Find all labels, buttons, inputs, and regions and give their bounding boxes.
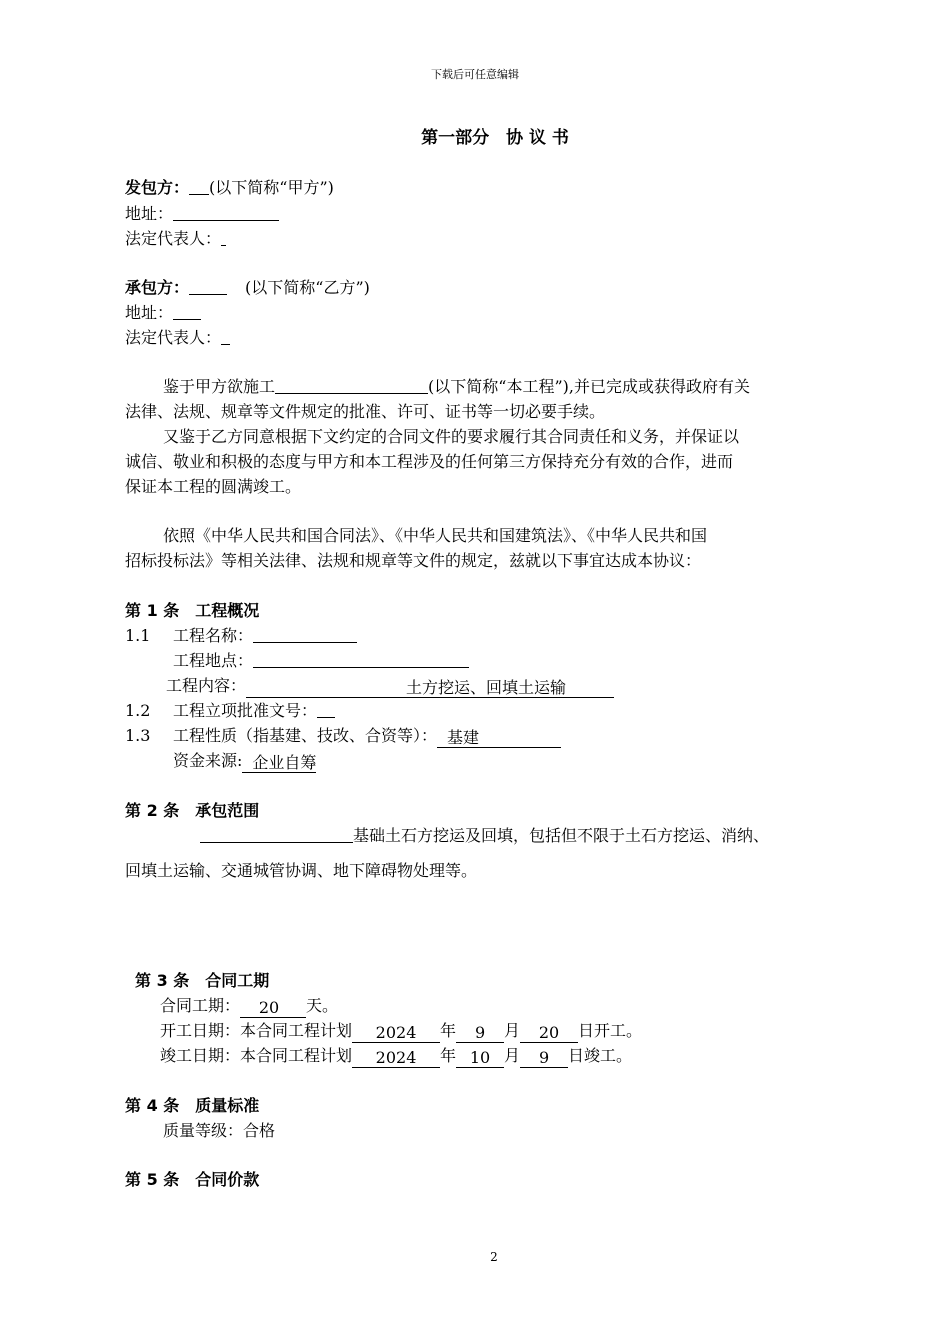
start-month: 9 [474,1023,486,1042]
nature-value: 基建 [447,728,480,747]
preamble-p3-line2: 招标投标法》等相关法律、法规和规章等文件的规定，兹就以下事宜达成本协议： [125,551,702,570]
party-a-rep [125,229,226,248]
party-a-address-label: 地址： [125,204,174,223]
project-name-field [253,627,357,643]
end-suffix: 日竣工。 [568,1046,633,1065]
party-b-suffix: (以下简称“乙方”) [245,278,370,297]
start-date-row [160,1021,642,1043]
quality-grade-label: 质量等级： [163,1121,244,1140]
party-b-address [125,303,201,322]
party-a-blank [189,179,209,195]
preamble-p1-line2: 法律、法规、规章等文件规定的批准、许可、证书等一切必要手续。 [125,402,606,421]
preamble-p1-start: 鉴于甲方欲施工 [163,377,276,396]
project-name-blank [275,378,428,394]
duration-value: 20 [258,998,280,1017]
fund-label: 资金来源: [173,751,243,770]
page-number: 2 [490,1250,498,1264]
start-suffix: 日开工。 [578,1021,643,1040]
party-a-label: 发包方： [125,178,190,197]
start-day: 20 [538,1023,560,1042]
end-date-row [160,1046,632,1068]
preamble-p3-line1: 依照《中华人民共和国合同法》、《中华人民共和国建筑法》、《中华人民共和国 [163,526,708,545]
end-day: 9 [538,1048,550,1067]
end-year-char: 年 [440,1046,457,1065]
duration-label: 合同工期： [160,996,241,1015]
party-b-address-label: 地址： [125,303,174,322]
fund-row [173,751,316,773]
project-content-value: 土方挖运、回填土运输 [406,678,567,697]
preamble-p2-line2: 诚信、敬业和积极的态度与甲方和本工程涉及的任何第三方保持充分有效的合作，进而 [125,452,734,471]
scope-line1 [200,826,769,845]
party-a-address [125,204,279,223]
party-b-rep-label: 法定代表人： [125,328,222,347]
party-b-label: 承包方： [125,278,190,297]
page-title: 第一部分 协 议 书 [421,128,569,148]
nature-label: 工程性质（指基建、技改、合资等）： [173,726,438,745]
preamble-p2-line1: 又鉴于乙方同意根据下文约定的合同文件的要求履行其合同责任和义务，并保证以 [163,427,740,446]
article2-heading: 第 2 条 承包范围 [125,801,260,820]
end-month-char: 月 [504,1046,521,1065]
approval-label: 工程立项批准文号： [173,701,318,720]
party-b-rep [125,328,230,347]
approval-field [317,702,335,718]
party-b-line [125,278,370,297]
preamble-p1-end: (以下简称“本工程”),并已完成或获得政府有关 [428,377,750,396]
project-name-label: 工程名称： [173,626,254,645]
quality-row [163,1121,275,1140]
article4-heading: 第 4 条 质量标准 [125,1096,260,1115]
project-name-row [173,626,357,645]
start-year-char: 年 [440,1021,457,1040]
party-b-address-blank [173,304,201,320]
start-year: 2024 [375,1023,417,1042]
article1-number-1-1: 1.1 [125,626,151,645]
article1-number-1-2: 1.2 [125,701,151,720]
approval-row [173,701,335,720]
scope-blank [200,827,353,843]
duration-unit: 天。 [306,996,339,1015]
preamble-p2-line3: 保证本工程的圆满竣工。 [125,477,302,496]
end-month: 10 [469,1048,491,1067]
party-a-suffix: (以下简称“甲方”) [209,178,334,197]
fund-value: 企业自筹 [252,753,317,772]
article5-heading: 第 5 条 合同价款 [125,1170,260,1189]
project-content-row [166,676,614,698]
party-a-address-blank [173,205,279,221]
scope-line1-text: 基础土石方挖运及回填，包括但不限于土石方挖运、消纳、 [353,826,770,845]
project-location-field [253,652,469,668]
party-b-blank [189,279,227,295]
article1-heading: 第 1 条 工程概况 [125,601,260,620]
project-content-label: 工程内容： [166,676,247,695]
end-year: 2024 [375,1048,417,1067]
project-location-row [173,651,469,670]
party-a-rep-blank [221,230,226,246]
party-b-rep-blank [221,329,230,345]
start-date-label: 开工日期：本合同工程计划 [160,1021,353,1040]
quality-grade-value: 合格 [243,1121,276,1140]
end-date-label: 竣工日期：本合同工程计划 [160,1046,353,1065]
preamble-p1 [163,377,750,396]
nature-row [173,726,561,748]
duration-row [160,996,338,1018]
header-note: 下载后可任意编辑 [431,68,519,81]
party-a-rep-label: 法定代表人： [125,229,222,248]
article3-heading: 第 3 条 合同工期 [135,971,270,990]
project-location-label: 工程地点： [173,651,254,670]
scope-line2: 回填土运输、交通城管协调、地下障碍物处理等。 [125,861,478,880]
article1-number-1-3: 1.3 [125,726,151,745]
party-a-line [125,178,334,197]
start-month-char: 月 [504,1021,521,1040]
